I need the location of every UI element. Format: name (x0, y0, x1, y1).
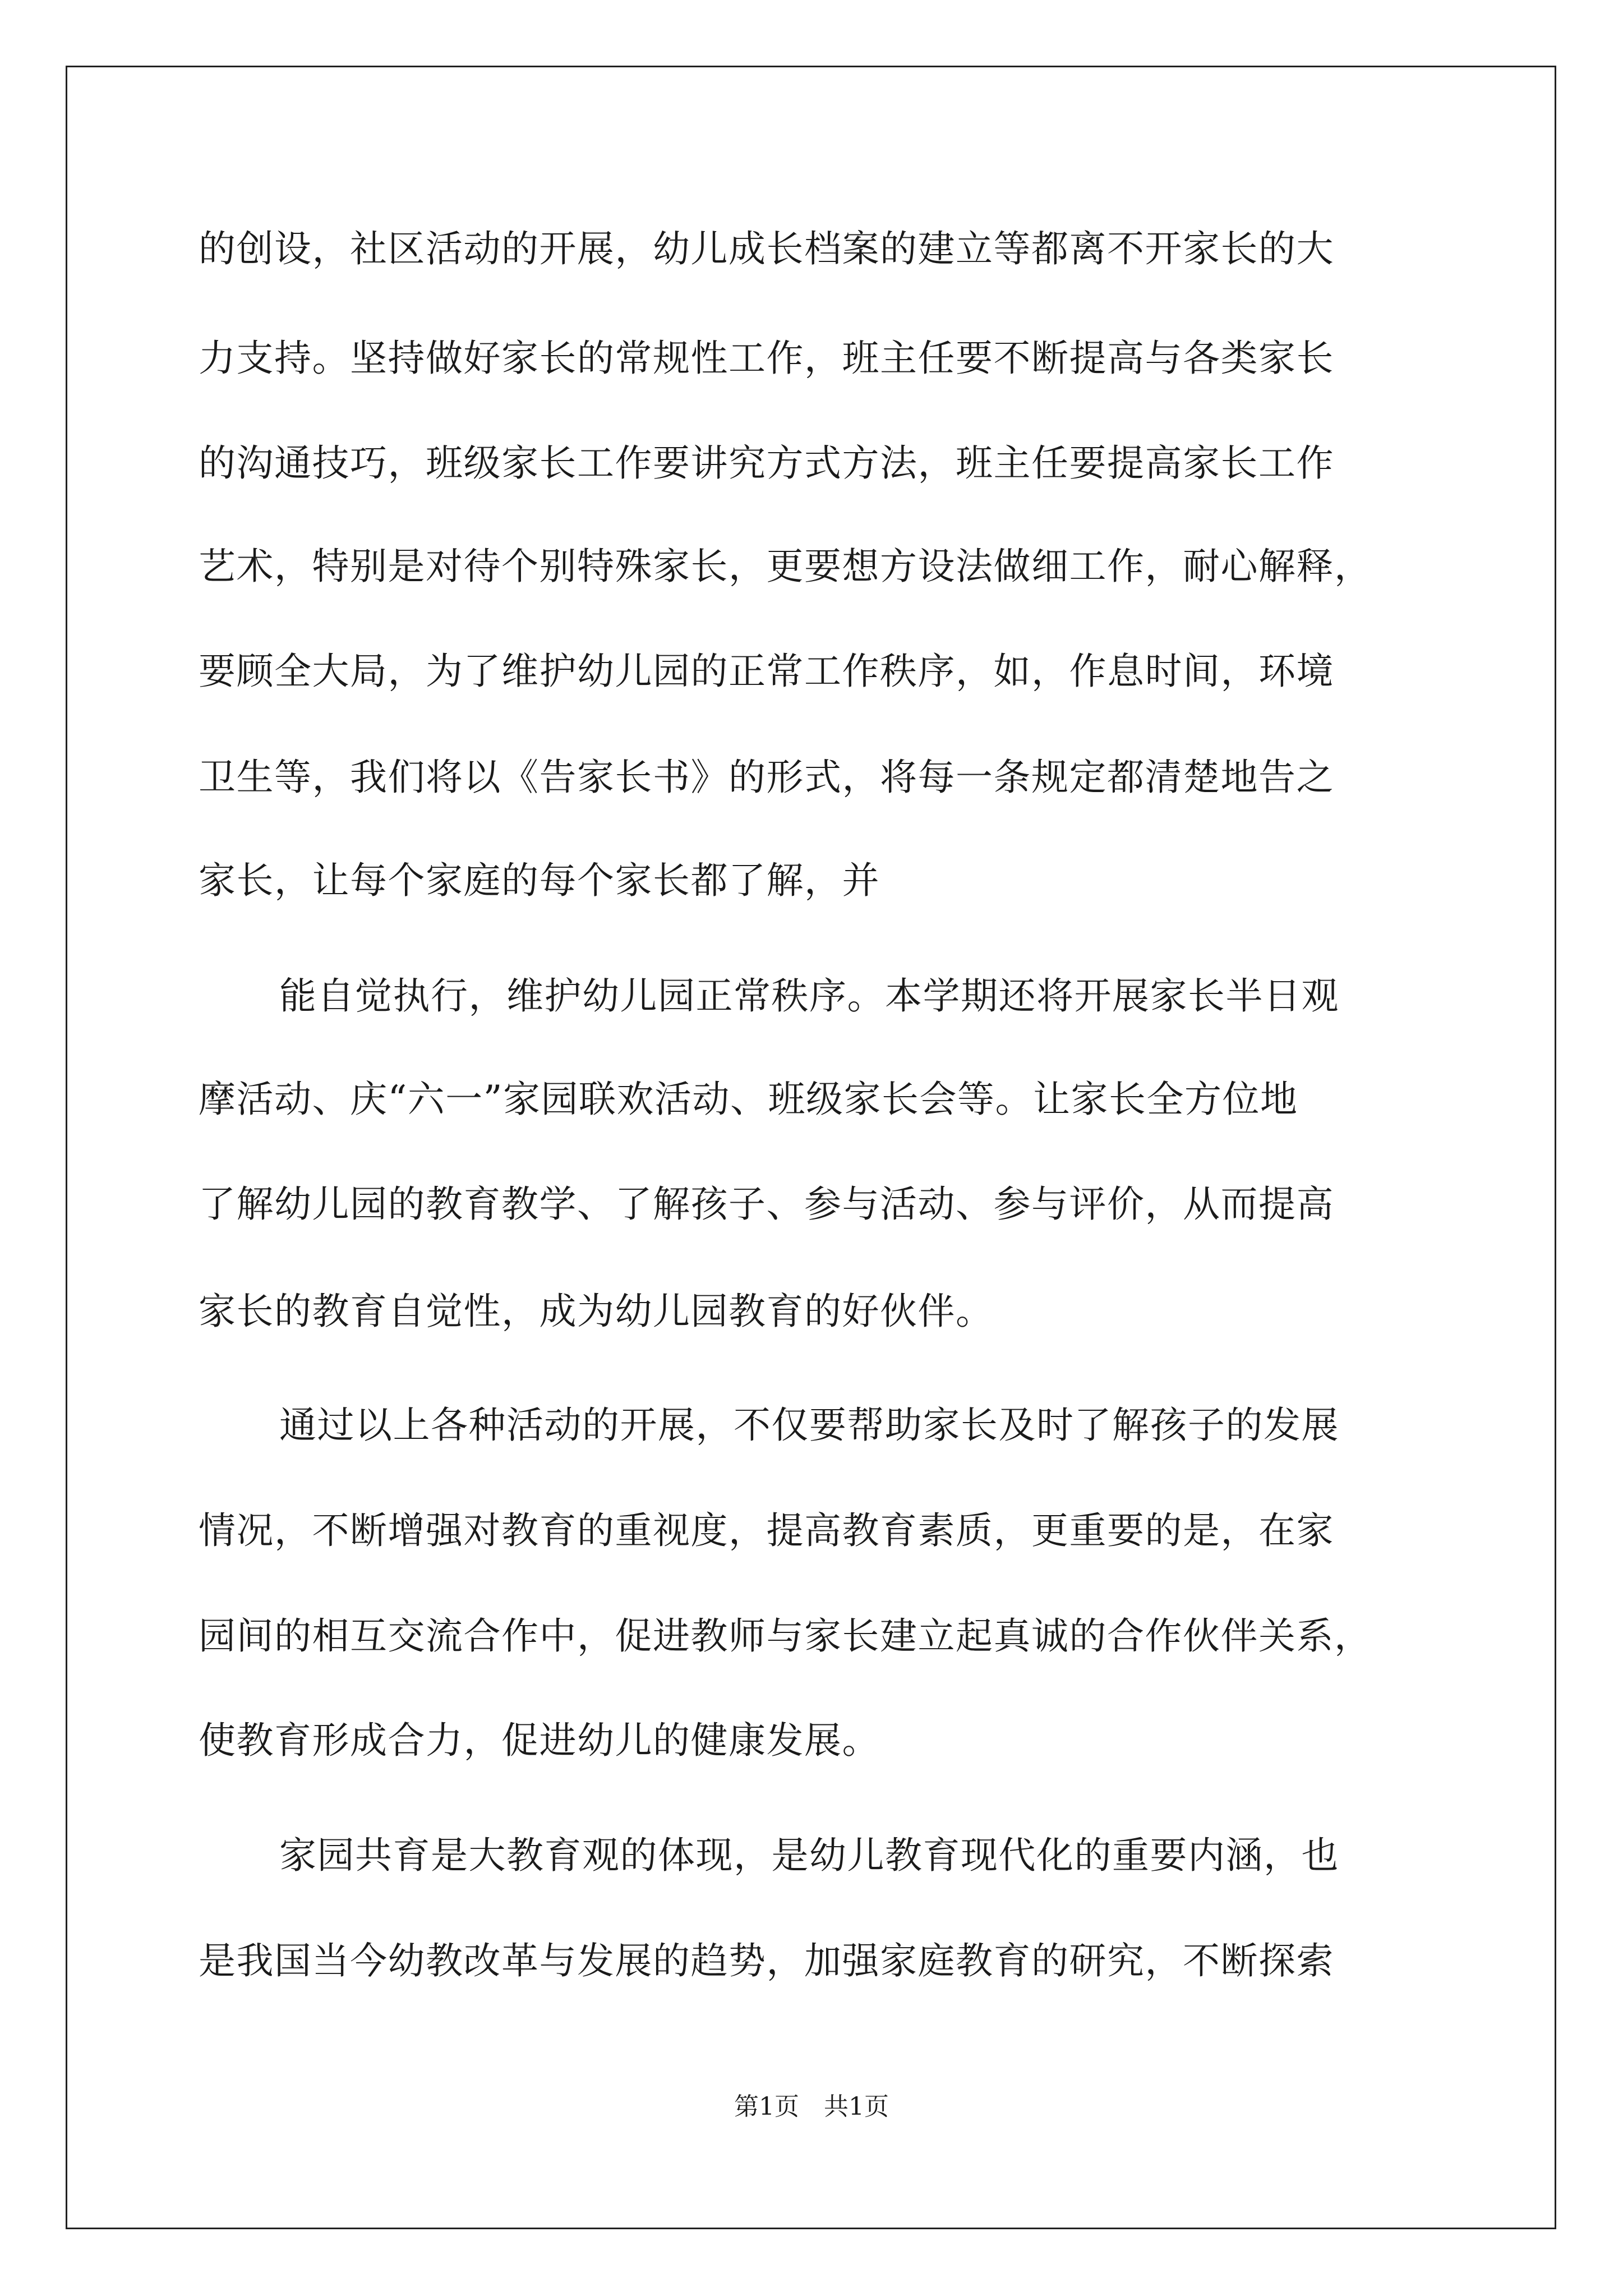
body-line-8: 能自觉执行，维护幼儿园正常秩序。本学期还将开展家长半日观 (279, 974, 1339, 1018)
body-line-10: 了解幼儿园的教育教学、了解孩子、参与活动、参与评价，从而提高 (199, 1182, 1334, 1226)
body-line-14: 园间的相互交流合作中，促进教师与家长建立起真诚的合作伙伴关系， (199, 1614, 1372, 1658)
page-number-footer: 第1页 共1页 (734, 2092, 889, 2121)
body-line-1: 的创设，社区活动的开展，幼儿成长档案的建立等都离不开家长的大 (199, 227, 1334, 270)
body-line-13: 情况，不断增强对教育的重视度，提高教育素质，更重要的是，在家 (199, 1509, 1334, 1552)
body-line-17: 是我国当今幼教改革与发展的趋势，加强家庭教育的研究，不断探索 (199, 1939, 1334, 1982)
body-line-16: 家园共育是大教育观的体现，是幼儿教育现代化的重要内涵，也 (279, 1834, 1339, 1877)
page-border (66, 66, 1556, 2229)
body-line-12: 通过以上各种活动的开展，不仅要帮助家长及时了解孩子的发展 (279, 1404, 1339, 1447)
body-line-2: 力支持。坚持做好家长的常规性工作，班主任要不断提高与各类家长 (199, 337, 1334, 380)
body-line-4: 艺术，特别是对待个别特殊家长，更要想方设法做细工作，耐心解释， (199, 545, 1372, 588)
body-line-5: 要顾全大局，为了维护幼儿园的正常工作秩序，如，作息时间，环境 (199, 650, 1334, 693)
body-line-6: 卫生等，我们将以《告家长书》的形式，将每一条规定都清楚地告之 (199, 756, 1334, 799)
body-line-9: 摩活动、庆“六一”家园联欢活动、班级家长会等。让家长全方位地 (199, 1078, 1298, 1121)
body-line-3: 的沟通技巧，班级家长工作要讲究方式方法，班主任要提高家长工作 (199, 441, 1334, 485)
body-line-15: 使教育形成合力，促进幼儿的健康发展。 (199, 1719, 880, 1762)
body-line-11: 家长的教育自觉性，成为幼儿园教育的好伙伴。 (199, 1290, 994, 1333)
body-line-7: 家长，让每个家庭的每个家长都了解，并 (199, 859, 880, 902)
